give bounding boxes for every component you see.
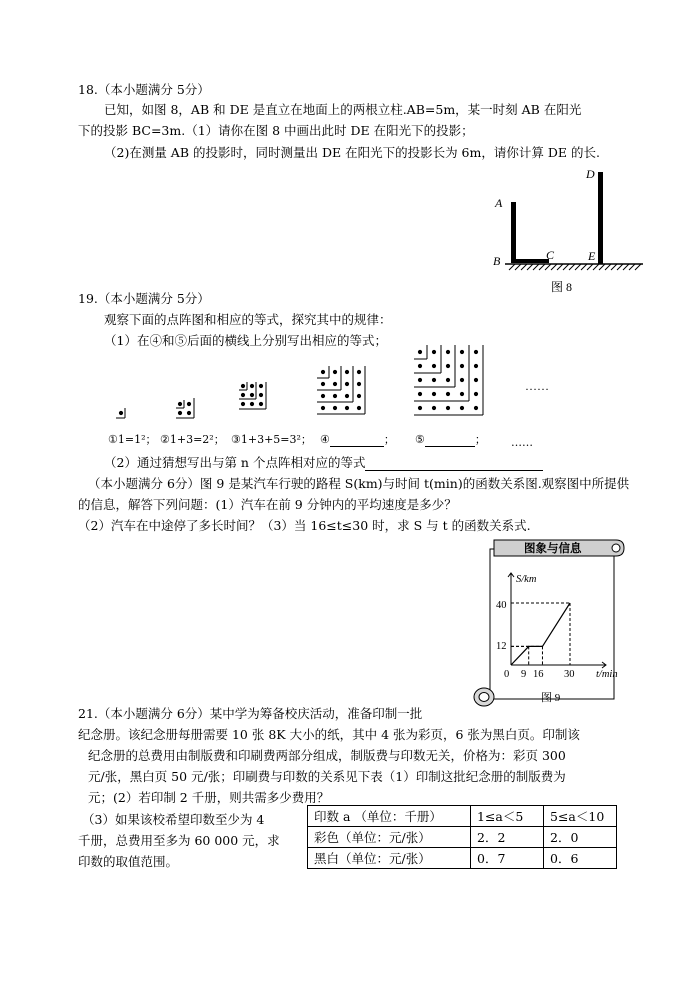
eq-4-answer-blank[interactable] xyxy=(330,434,384,447)
x-tick-30: 30 xyxy=(564,669,575,680)
post-ab xyxy=(511,202,516,262)
origin-label: 0 xyxy=(504,669,510,680)
eq-5-row xyxy=(415,431,486,447)
bottom-roll-inner xyxy=(479,693,489,702)
q21-line5: （3）如果该校希望印数至少为 4 xyxy=(82,812,265,827)
table-cell: 2．0 xyxy=(544,827,617,848)
q20-line3: （2）汽车在中途停了多长时间？（3）当 16≤t≤30 时，求 S 与 t 的函数关系式. xyxy=(78,518,531,533)
q21-line2: 纪念册的总费用由制版费和印刷费两部分组成，制版费与印数无关，价格为：彩页 300 xyxy=(88,748,566,763)
dot-array-5 xyxy=(414,345,483,415)
q19-line3-row xyxy=(104,453,543,471)
q21-line1: 纪念册。该纪念册每册需要 10 张 8K 大小的纸，其中 4 张为彩页，6 张为黑白页。印制该 xyxy=(78,727,580,742)
q19-header: 19.（本小题满分 5分） xyxy=(78,291,210,306)
q18-line3: （2)在测量 AB 的投影时，同时测量出 DE 在阳光下的投影长为 6m，请你计算 DE 的长. xyxy=(104,145,600,160)
eq-5-answer-blank[interactable] xyxy=(425,434,475,447)
q21-line3: 元/张，黑白页 50 元/张；印刷费与印数的关系见下表（1）印制这批纪念册的制版费为 xyxy=(88,769,566,784)
label-a: A xyxy=(495,196,503,210)
table-header-row xyxy=(308,806,617,827)
eq-3: ③1+3+5=3²； xyxy=(231,433,312,446)
q21-line4: 元；(2）若印制 2 千册，则共需多少费用？ xyxy=(88,790,330,805)
eq-4-row xyxy=(320,431,395,447)
label-d: D xyxy=(586,167,595,181)
dot-array-3 xyxy=(239,382,266,409)
table-cell: 0．6 xyxy=(544,848,617,869)
dot-array-2 xyxy=(176,398,194,418)
eq-4-label: ④ xyxy=(320,433,330,446)
ground-hatching xyxy=(509,264,641,270)
q18-header: 18.（本小题满分 5分） xyxy=(78,82,210,97)
figure-8-caption: 图 8 xyxy=(551,280,573,294)
printing-price-table xyxy=(307,805,617,869)
q21-line6: 千册，总费用至多为 60 000 元，求 xyxy=(78,833,280,848)
figure-8 xyxy=(485,160,650,295)
dot-array-4 xyxy=(317,366,365,414)
banner-title: 图象与信息 xyxy=(524,543,582,555)
q20-line1: （本小题满分 6分）图 9 是某汽车行驶的路程 S(km)与时间 t(min)的函数关系图.观察图中所提供 xyxy=(88,476,630,491)
label-e: E xyxy=(588,249,596,263)
q19-line3: （2）通过猜想写出与第 n 个点阵相对应的等式 xyxy=(104,455,366,470)
q18-line1: 已知，如图 8，AB 和 DE 是直立在地面上的两根立柱.AB=5m，某一时刻 AB 在阳光 xyxy=(104,102,582,117)
table-header-cell: 印数 a （单位：千册） xyxy=(308,806,471,827)
y-tick-40: 40 xyxy=(496,600,507,611)
dot-arrays-ellipsis: …… xyxy=(525,379,549,393)
shadow-bc xyxy=(511,259,549,263)
table-header-cell: 5≤a＜10 xyxy=(544,806,617,827)
table-cell: 彩色（单位：元/张） xyxy=(308,827,471,848)
table-cell: 0．7 xyxy=(471,848,544,869)
q18-line2: 下的投影 BC=3m.（1）请你在图 8 中画出此时 DE 在阳光下的投影； xyxy=(78,123,474,138)
dot-arrays xyxy=(110,342,550,424)
table-header-cell: 1≤a＜5 xyxy=(471,806,544,827)
eq-5-semicolon: ； xyxy=(474,433,486,446)
label-c: C xyxy=(546,248,555,262)
x-tick-9: 9 xyxy=(521,669,527,680)
label-b: B xyxy=(493,254,501,268)
y-tick-12: 12 xyxy=(496,641,507,652)
q21-header: 21.（本小题满分 6分）某中学为筹备校庆活动，准备印制一批 xyxy=(78,706,423,721)
figure-9-card xyxy=(466,537,626,709)
figure-9-caption: 图 9 xyxy=(541,692,561,704)
post-de xyxy=(598,172,603,264)
eq-1: ①1=1²； xyxy=(108,433,157,446)
table-cell: 2．2 xyxy=(471,827,544,848)
table-row xyxy=(308,827,617,848)
eq-ellipsis: …… xyxy=(511,436,533,449)
q20-line2: 的信息，解答下列问题：(1）汽车在前 9 分钟内的平均速度是多少？ xyxy=(78,497,457,512)
q19-answer-blank[interactable] xyxy=(365,458,543,471)
eq-2: ②1+3=2²； xyxy=(160,433,225,446)
y-axis-label: S/km xyxy=(516,574,537,585)
q19-line2: （1）在④和⑤后面的横线上分别写出相应的等式； xyxy=(104,333,387,348)
x-axis-label: t/min xyxy=(596,669,618,680)
eq-5-label: ⑤ xyxy=(415,433,425,446)
x-tick-16: 16 xyxy=(533,669,544,680)
q19-line1: 观察下面的点阵图和相应的等式，探究其中的规律： xyxy=(104,312,392,327)
dot-array-1 xyxy=(116,408,125,418)
table-cell: 黑白（单位：元/张） xyxy=(308,848,471,869)
banner-roll xyxy=(612,544,620,552)
table-row xyxy=(308,848,617,869)
eq-4-semicolon: ； xyxy=(383,433,395,446)
q21-line7: 印数的取值范围。 xyxy=(78,854,179,869)
